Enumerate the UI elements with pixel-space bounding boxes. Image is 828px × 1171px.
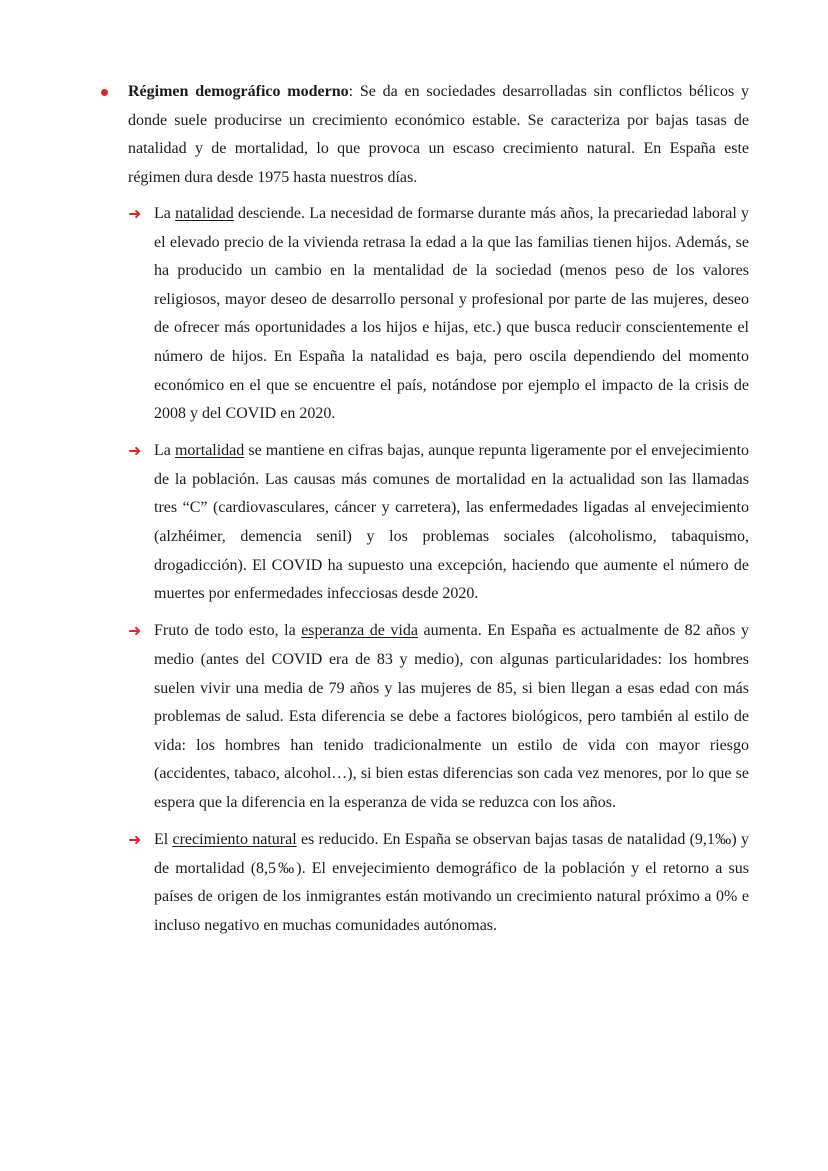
red-arrow-icon: ➜: [128, 829, 142, 849]
item-post: es reducido. En España se observan bajas tasas de natalidad (9,1‰) y de mortalidad (8,5‰). El envejecimiento demográfico de la población y el retorno a sus países de origen de los inmigrantes están motivando un crecimiento natural próximo a 0% e incluso negativo en muchas comunidades autónomas.: [154, 830, 750, 934]
list-item-text: [154, 200, 749, 429]
list-item-esperanza-de-vida: [128, 617, 749, 817]
item-post: aumenta. En España es actualmente de 82 años y medio (antes del COVID era de 83 y medio), con algunas particularidades: los hombres suelen vivir una media de 79 años y las mujeres de 85, si bien llegan a esas edad con más problemas de salud. Esta diferencia se debe a factores biológicos, pero también al estilo de vida: los hombres han tenido tradicionalmente un estilo de vida con mayor riesgo (accidentes, tabaco, alcohol…), si bien estas diferencias son cada vez menores, por lo que se espera que la diferencia en la esperanza de vida se reduzca con los años.: [154, 622, 749, 811]
list-item-text: [154, 826, 749, 940]
list-item-crecimiento-natural: [128, 826, 749, 940]
list-item-text: [154, 617, 749, 817]
red-dot-bullet-icon: [101, 89, 108, 96]
item-post: se mantiene en cifras bajas, aunque repunta ligeramente por el envejecimiento de la población. Las causas más comunes de mortalidad en la actualidad son las llamadas tres “C” (cardiovasculares, cáncer y carretera), las enfermedades ligadas al envejecimiento (alzhéimer, demencia senil) y los problemas sociales (alcoholismo, tabaquismo, drogadicción). El COVID ha supuesto una excepción, haciendo que aumente el número de muertes por enfermedades infecciosas desde 2020.: [154, 442, 750, 603]
item-pre: La: [154, 442, 175, 460]
item-pre: Fruto de todo esto, la: [154, 622, 302, 640]
red-arrow-icon: ➜: [128, 441, 142, 461]
list-item-natalidad: [128, 200, 749, 429]
sub-bullet-list: [128, 200, 749, 949]
term-esperanza-de-vida: esperanza de vida: [301, 622, 418, 640]
main-body: Se da en sociedades desarrolladas sin conflictos bélicos y donde suele producirse un crecimiento económico estable. Se caracteriza por bajas tasas de natalidad y de mortalidad, lo que provoca un escaso crecimiento natural. En España este régimen dura desde 1975 hasta nuestros días.: [128, 83, 750, 186]
main-paragraph: [128, 78, 749, 192]
main-colon: :: [348, 83, 354, 100]
red-arrow-icon: ➜: [128, 204, 142, 223]
term-natalidad: natalidad: [175, 205, 234, 222]
list-item-text: [154, 437, 749, 609]
item-post: desciende. La necesidad de formarse durante más años, la precariedad laboral y el elevado precio de la vivienda retrasa la edad a la que las familias tienen hijos. Además, se ha producido un cambio en la mentalidad de la sociedad (menos peso de los valores religiosos, mayor deseo de desarrollo personal y profesional por parte de las mujeres, deseo de ofrecer más oportunidades a los hijos e hijas, etc.) que busca reducir conscientemente el número de hijos. En España la natalidad es baja, pero oscila dependiendo del momento económico en el que se encuentre el país, notándose por ejemplo el impacto de la crisis de 2008 y del COVID en 2020.: [154, 205, 749, 423]
red-arrow-icon: ➜: [128, 621, 142, 641]
item-pre: El: [154, 830, 173, 848]
term-crecimiento-natural: crecimiento natural: [172, 830, 297, 848]
list-item-mortalidad: [128, 437, 749, 609]
main-title: Régimen demográfico moderno: [128, 83, 349, 100]
item-pre: La: [154, 205, 176, 222]
term-mortalidad: mortalidad: [174, 442, 245, 460]
